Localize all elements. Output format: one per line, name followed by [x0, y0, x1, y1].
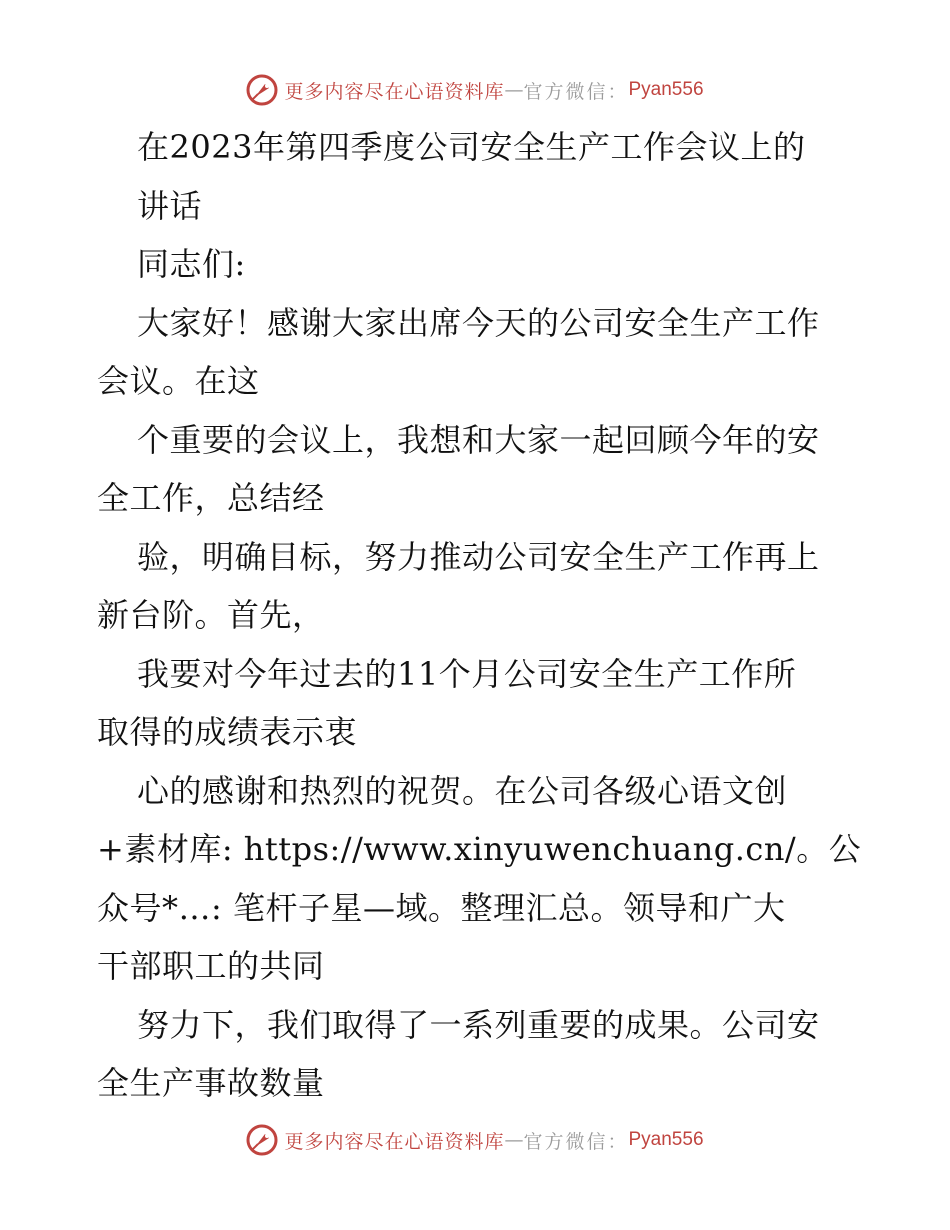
text-line: 会议。在这 — [97, 362, 260, 400]
watermark-wechat-id: Pyan556 — [628, 79, 704, 100]
text-line: 同志们: — [137, 245, 246, 283]
text-line: 取得的成绩表示衷 — [97, 713, 358, 751]
text-line: +素材库: https://www.xinyuwenchuang.cn/。公 — [97, 830, 862, 868]
watermark-wechat-label: 官方微信： — [523, 80, 629, 103]
text-line: 在2023年第四季度公司安全生产工作会议上的 — [137, 128, 806, 166]
text-line: 我要对今年过去的11个月公司安全生产工作所 — [137, 654, 797, 693]
footer-watermark — [0, 1120, 950, 1160]
text-line: 全生产事故数量 — [97, 1064, 325, 1102]
document-body — [97, 118, 862, 1113]
text-line: 干部职工的共同 — [97, 947, 325, 985]
text-line: 努力下，我们取得了一系列重要的成果。公司安 — [137, 1005, 820, 1044]
watermark-wechat-id: Pyan556 — [628, 1129, 704, 1150]
header-watermark — [0, 70, 950, 110]
watermark-separator: — — [504, 1129, 524, 1151]
text-line: 讲话 — [137, 186, 203, 225]
watermark-site-text: 更多内容尽在心语资料库 — [284, 1130, 505, 1153]
text-line: 验，明确目标，努力推动公司安全生产工作再上 — [137, 537, 820, 576]
text-line: 新台阶。首先， — [97, 596, 325, 634]
text-line: 个重要的会议上，我想和大家一起回顾今年的安 — [137, 420, 820, 459]
watermark-wechat-label: 官方微信： — [523, 1130, 629, 1153]
text-line: 众号*…: 笔杆子星—域。整理汇总。领导和广大 — [97, 888, 786, 927]
text-line: 心的感谢和热烈的祝贺。在公司各级心语文创 — [137, 771, 788, 810]
pen-nib-logo-icon — [246, 74, 278, 106]
pen-nib-logo-icon — [246, 1124, 278, 1156]
watermark-site-text: 更多内容尽在心语资料库 — [284, 80, 505, 103]
text-line: 大家好！感谢大家出席今天的公司安全生产工作 — [137, 303, 820, 342]
watermark-separator: — — [504, 79, 524, 101]
text-line: 全工作，总结经 — [97, 479, 325, 517]
